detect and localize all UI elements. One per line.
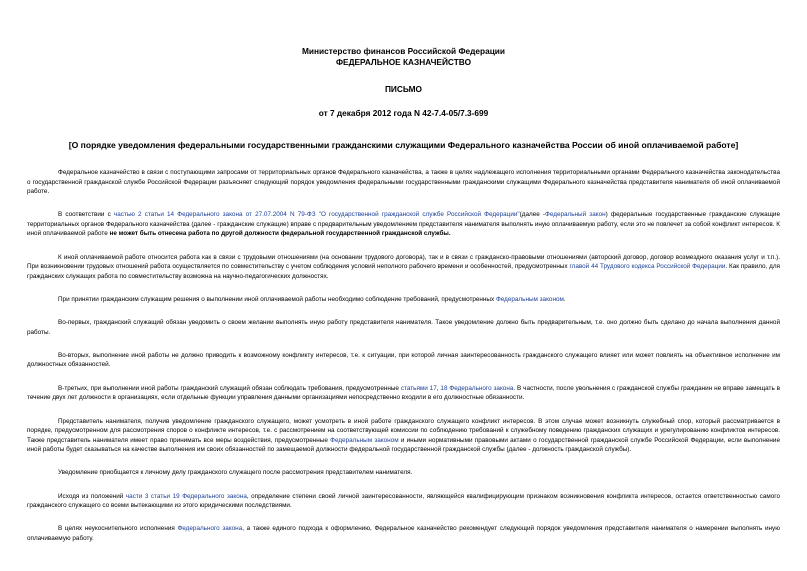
text: . Как правило, для гражданских служащих работа по совместительству возможна на научно-педагогических должностях. xyxy=(27,263,780,280)
text: и иными нормативными правовыми актами о государственной гражданской службе Российской Федерации, если выполнение иной работы будет сказываться на качестве выполнения им своих обязанностей по замещаемой должности федеральной государственной гражданской службы (далее - должность гражданской службы). xyxy=(27,436,780,454)
text: (далее - xyxy=(519,211,546,219)
document-body xyxy=(27,168,780,543)
text: , определение степени своей личной заинтересованности, являющейся квалифицирующим признаком возникновения конфликта интересов, остается ответственностью самого гражданского служащего со всеми вытекающими из этого юридическими последствиями. xyxy=(27,492,780,510)
text: ) федеральные государственные гражданские служащие территориальных органов Федерального казначейства (далее - гражданские служащие) вправе с предварительным уведомлением представителя нанимателя выполнять иную оплачиваемую работу, если это не повлечет за собой конфликт интересов. К иной оплачиваемой работе xyxy=(27,211,780,238)
bold-text: не может быть отнесена работа по другой должности федеральной государственной гражданской службы. xyxy=(109,230,451,238)
text: . В частности, после увольнения с гражданской службы гражданин не вправе замещать в течение двух лет должности в организациях, если отдельные функции управления данными организациями непосредственно входили в его должностные обязанности. xyxy=(27,384,781,402)
paragraph-9: Уведомление приобщается к личному делу гражданского служащего после рассмотрения представителем нанимателя. xyxy=(58,469,413,477)
paragraph-3 xyxy=(27,253,780,282)
text: В соответствии с xyxy=(58,211,114,219)
law-link[interactable]: Федеральный закон xyxy=(545,211,606,219)
agency-name: ФЕДЕРАЛЬНОЕ КАЗНАЧЕЙСТВО xyxy=(335,57,472,67)
paragraph-2 xyxy=(27,210,780,239)
article-18-link[interactable]: 18 Федерального закона xyxy=(440,384,514,392)
law-link[interactable]: частью 2 статьи 14 Федерального закона от 27.07.2004 N 79-ФЗ "О государственной гражданской службе Российской Федерации" xyxy=(113,211,520,219)
labor-code-link[interactable]: главой 44 Трудового кодекса Российской Федерации xyxy=(569,263,726,271)
text: В-третьих, при выполнении иной работы гражданский служащий обязан соблюдать требования, предусмотренные xyxy=(58,384,401,392)
paragraph-7 xyxy=(27,384,780,403)
article-19-link[interactable]: части 3 статьи 19 Федерального закона xyxy=(125,492,247,500)
article-17-link[interactable]: статьями 17 xyxy=(400,384,437,392)
text: , xyxy=(436,384,441,392)
ministry-name: Министерство финансов Российской Федерации xyxy=(301,46,506,56)
text: , а также единого подхода к оформлению, Федеральное казначейство рекомендует следующий порядок уведомления представителя нанимателя о намерении выполнять иную оплачиваемую работу. xyxy=(27,525,780,542)
text: Исходя из положений xyxy=(58,492,126,500)
text: К иной оплачиваемой работе относится работа как в связи с трудовыми отношениями (на основании трудового договора), так и в связи с гражданско-правовыми отношениями (авторский договор, договор возмездного оказания услуг и т.п.). При возникновении трудовых отношений работа осуществляется по совместительству с учетом соблюдения условий неполного рабочего времени и особенностей, предусмотренных xyxy=(27,253,780,271)
text: Представитель нанимателя, получив уведомление гражданского служащего, может усмотреть в иной работе гражданского служащего конфликт интересов. В этом случае может возникнуть служебный спор, который рассматривается в порядке, предусмотренном для рассмотрения споров о конфликте интересов, т.е. с рассмотрением на соответствующей комиссии по соблюдению требований к служебному поведению гражданских служащих и урегулированию конфликтов интересов. Также представитель нанимателя имеет право принимать все меры воздействия, предусмотренные xyxy=(27,417,780,444)
law-link[interactable]: Федеральным законом xyxy=(330,436,399,444)
law-link[interactable]: Федеральным законом xyxy=(495,295,564,303)
paragraph-4 xyxy=(27,295,780,305)
paragraph-10 xyxy=(27,492,780,511)
document-type: ПИСЬМО xyxy=(384,84,423,94)
paragraph-5: Во-первых, гражданский служащий обязан уведомить о своем желании выполнять иную работу представителя нанимателя. Такое уведомление должно быть предварительным, т.е. оно должно быть сделано до начала выполнения данной работы. xyxy=(27,319,780,336)
text: В целях неукоснительного исполнения xyxy=(58,525,178,533)
text: При принятии гражданским служащим решения о выполнении иной оплачиваемой работы необходимо соблюдение требований, предусмотренных xyxy=(58,295,496,303)
law-link[interactable]: Федерального закона xyxy=(177,525,243,533)
document-subject: [О порядке уведомления федеральными государственными гражданскими служащими Федерального казначейства России об иной оплачиваемой работе] xyxy=(68,140,739,150)
document-date-number: от 7 декабря 2012 года N 42-7.4-05/7.3-699 xyxy=(318,108,489,118)
paragraph-1: Федеральное казначейство в связи с поступающими запросами от территориальных органов Федерального казначейства, а также в целях надлежащего исполнения территориальными органами Федерального казначейства законодательства о государственной гражданской службе Российской Федерации разъясняет следующий порядок уведомления федеральными государственными гражданскими служащими Федерального казначейства представителя нанимателя об иной оплачиваемой работе. xyxy=(27,169,780,195)
text: . xyxy=(563,295,566,303)
paragraph-6: Во-вторых, выполнение иной работы не должно приводить к возможному конфликту интересов, т.е. к ситуации, при которой личная заинтересованность гражданского служащего влияет или может повлиять на объективное исполнение им должностных обязанностей. xyxy=(27,351,780,369)
paragraph-8 xyxy=(27,417,780,455)
paragraph-11 xyxy=(27,524,780,543)
